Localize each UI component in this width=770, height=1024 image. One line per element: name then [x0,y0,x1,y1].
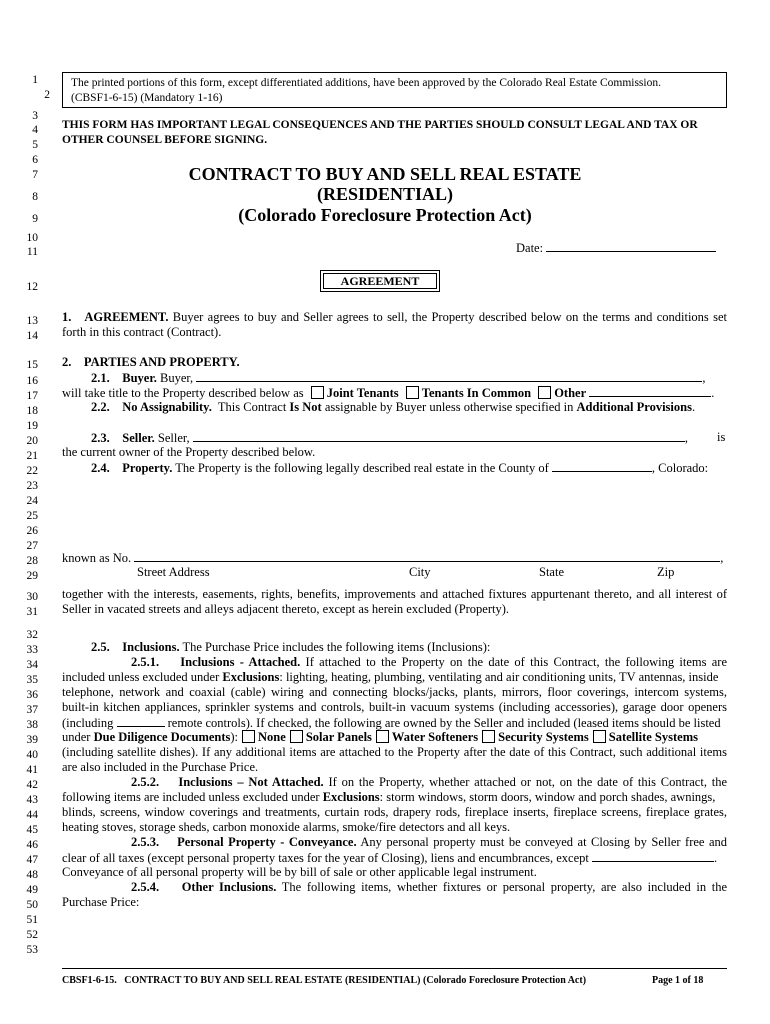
s254-line-2 [62,895,139,910]
s251-line-4: built-in kitchen appliances, sprinkler systems and controls, built-in vacuum systems (including accessories), garage door openers [62,700,727,714]
line-number: 34 [26,659,38,671]
line-number: 8 [32,191,38,203]
line-number: 17 [26,390,38,402]
other-blank[interactable] [589,385,711,397]
assignability-line: 2.2. No Assignability. This Contract Is Not assignable by Buyer unless otherwise specified in Additional Provisions. [91,400,696,414]
s252-line-2 [62,790,715,805]
county-blank[interactable] [552,460,652,472]
together-line-2: Seller in vacated streets and alleys adjacent thereto, except as herein excluded (Property). [62,602,510,616]
s253-heading: Personal Property - Conveyance. [177,835,357,849]
section-2-heading: 2. PARTIES AND PROPERTY. [62,355,240,369]
line-number: 9 [32,213,38,225]
s252-line-3: blinds, screens, window coverings and treatments, curtain rods, drapery rods, fireplace inserts, fireplace screens, fireplace grates, [62,805,727,819]
section-1-heading: AGREEMENT. [84,310,169,324]
s251-text-2a: included unless excluded under [62,670,220,684]
s252-heading: Inclusions – Not Attached. [178,775,324,789]
buyer-label: Buyer, [160,371,194,385]
s254-number: 2.5.4. [131,880,160,894]
line-number: 41 [26,764,38,776]
seller-name-blank[interactable] [193,430,685,442]
warning-line-2: OTHER COUNSEL BEFORE SIGNING. [62,134,268,146]
line-number: 44 [26,809,38,821]
water-softeners-label: Water Softeners [391,730,479,744]
line-number: 22 [26,465,38,477]
line-number: 16 [26,375,38,387]
s22-text-1: This Contract [217,400,287,414]
security-systems-checkbox[interactable] [482,730,495,743]
s252-line-1 [131,775,727,790]
security-systems-label: Security Systems [498,730,589,744]
s24-heading: Property. [122,461,173,475]
seller-is: is [717,430,726,444]
date-blank[interactable] [546,240,716,252]
address-blank[interactable] [134,550,720,562]
line-number: 18 [26,405,38,417]
title-line-1: CONTRACT TO BUY AND SELL REAL ESTATE [188,164,582,184]
s21-heading: Buyer. [122,371,157,385]
line-number: 21 [26,450,38,462]
agreement-heading: AGREEMENT [323,273,437,289]
s254-line-1 [131,880,727,895]
s251-number: 2.5.1. [131,655,160,669]
title-type-line: will take title to the Property described below as Joint Tenants Tenants In Common Other . [62,386,715,400]
line-number: 2 [44,89,50,101]
line-number: 11 [26,246,38,258]
s252-text-2b: : storm windows, storm doors, window and porch shades, awnings, [379,790,716,804]
s254-heading: Other Inclusions. [181,880,277,894]
state-label: State [539,565,564,579]
solar-panels-label: Solar Panels [305,730,372,744]
seller-label: Seller, [157,431,190,445]
section-1-text-2: forth in this contract (Contract). [62,325,222,339]
s22-is-not: Is Not [289,400,322,414]
line-number: 45 [26,824,38,836]
s251-line-6: under Due Diligence Documents): None Solar Panels Water Softeners Security Systems Satellite Systems [62,730,698,744]
s251-text-5a: (including [62,716,114,730]
notice-line-2: (CBSF1-6-15) (Mandatory 1-16) [71,92,223,104]
line-number: 1 [32,74,38,86]
line-number: 46 [26,839,38,851]
known-as-label: known as No. [62,551,132,565]
line-number: 19 [26,420,38,432]
line-number: 26 [26,525,38,537]
s252-number: 2.5.2. [131,775,160,789]
line-number: 23 [26,480,38,492]
section-1-text-1: Buyer agrees to buy and Seller agrees to sell, the Property described below on the terms and conditions set [172,310,727,324]
s251-exclusions: Exclusions [222,670,280,684]
line-number: 37 [26,704,38,716]
line-number: 51 [26,914,38,926]
line-number: 49 [26,884,38,896]
line-number: 48 [26,869,38,881]
line-number: 27 [26,540,38,552]
joint-tenants-checkbox[interactable] [311,386,324,399]
title-line-3: (Colorado Foreclosure Protection Act) [238,205,532,225]
property-text: The Property is the following legally described real estate in the County of [175,461,549,475]
line-number: 39 [26,734,38,746]
s253-line-2: clear of all taxes (except personal property taxes for the year of Closing), liens and encumbrances, except . [62,851,718,865]
s21-number: 2.1. [91,371,110,385]
line-number: 14 [26,330,38,342]
notice-line-1: The printed portions of this form, except differentiated additions, have been approved by the Colorado Real Estate Commission. [71,77,661,89]
s252-text-2a: following items are included unless excluded under [62,790,320,804]
line-number: 29 [26,570,38,582]
city-label: City [409,565,431,579]
seller-line: 2.3. Seller. Seller, , [91,431,688,445]
s22-additional-provisions: Additional Provisions [576,400,692,414]
encumbrances-except-blank[interactable] [592,850,714,862]
title-type-label: will take title to the Property described below as [62,386,304,400]
line-number: 33 [26,644,38,656]
line-number: 38 [26,719,38,731]
s251-text-6a: under [62,730,91,744]
other-checkbox[interactable] [538,386,551,399]
seller-owner-text: the current owner of the Property described below. [62,445,316,459]
line-number: 24 [26,495,38,507]
together-line-1: together with the interests, easements, rights, benefits, improvements and attached fixtures appurtenant thereto, and all interest of [62,587,727,601]
s22-heading: No Assignability. [122,400,212,414]
warning-line-1: THIS FORM HAS IMPORTANT LEGAL CONSEQUENCES AND THE PARTIES SHOULD CONSULT LEGAL AND TAX OR [62,119,698,131]
s23-heading: Seller. [122,431,155,445]
s253-text-2: clear of all taxes (except personal property taxes for the year of Closing), liens and encumbrances, except [62,851,589,865]
s25-number: 2.5. [91,640,110,654]
s251-line-1 [131,655,727,670]
agreement-heading-box [320,270,440,292]
line-number: 28 [26,555,38,567]
s252-text-1: If on the Property, whether attached or not, on the date of this Contract, the [328,775,728,789]
line-number: 6 [32,154,38,166]
s25-heading: Inclusions. [122,640,180,654]
s253-line-1 [131,835,727,850]
line-number: 10 [26,232,38,244]
line-number: 32 [26,629,38,641]
commission-notice-box [62,72,727,108]
line-number: 15 [26,359,38,371]
known-as-line: known as No. , [62,551,724,565]
line-number: 25 [26,510,38,522]
s251-heading: Inclusions - Attached. [180,655,301,669]
remote-count-blank[interactable] [117,715,165,727]
s22-text-2: assignable by Buyer unless otherwise specified in [324,400,574,414]
solar-panels-checkbox[interactable] [290,730,303,743]
line-number: 36 [26,689,38,701]
s252-exclusions: Exclusions [322,790,380,804]
footer-rule [62,968,727,969]
s23-number: 2.3. [91,431,110,445]
date-field[interactable] [516,240,716,256]
joint-tenants-label: Joint Tenants [326,386,399,400]
property-colorado: , Colorado: [651,461,709,475]
property-line [91,460,708,476]
s251-line-8: are also included in the Purchase Price. [62,760,259,774]
s251-line-3: telephone, network and coaxial (cable) wiring and connecting blocks/jacks, plants, mirrors, floor coverings, intercom systems, [62,685,727,699]
line-number: 50 [26,899,38,911]
buyer-line: 2.1. Buyer. Buyer, , [91,371,706,385]
s254-text-1: The following items, whether fixtures or personal property, are also included in the [281,880,727,894]
other-label: Other [554,386,587,400]
s25-text: The Purchase Price includes the following items (Inclusions): [182,640,491,654]
footer-form-title: CBSF1-6-15. CONTRACT TO BUY AND SELL REAL ESTATE (RESIDENTIAL) (Colorado Foreclosure Protection Act) [62,975,587,986]
s251-text-5b: remote controls). If checked, the following are owned by the Seller and included (leased items should be listed [167,716,721,730]
s251-text-1: If attached to the Property on the date of this Contract, the following items are [305,655,728,669]
s22-number: 2.2. [91,400,110,414]
tenants-in-common-label: Tenants In Common [421,386,532,400]
line-number: 31 [26,606,38,618]
tenants-in-common-checkbox[interactable] [406,386,419,399]
section-1-line-1 [62,310,727,325]
street-address-label: Street Address [137,565,210,579]
date-label: Date: [516,241,544,255]
line-number: 47 [26,854,38,866]
water-softeners-checkbox[interactable] [376,730,389,743]
line-number: 53 [26,944,38,956]
line-number: 40 [26,749,38,761]
line-number: 52 [26,929,38,941]
none-label: None [258,730,286,744]
line-number: 5 [32,139,38,151]
zip-label: Zip [657,565,675,579]
s251-line-2 [62,670,718,685]
section-1-number: 1. [62,310,72,324]
buyer-name-blank[interactable] [196,370,702,382]
line-number: 7 [32,169,38,181]
none-checkbox[interactable] [242,730,255,743]
line-number: 3 [32,110,38,122]
line-number: 20 [26,435,38,447]
s252-line-4: heating stoves, storage sheds, carbon monoxide alarms, smoke/fire detectors and all keys. [62,820,511,834]
inclusions-line [91,640,490,655]
line-number: 12 [26,281,38,293]
satellite-systems-checkbox[interactable] [593,730,606,743]
line-number: 30 [26,591,38,603]
s253-line-3: Conveyance of all personal property will be by bill of sale or other applicable legal instrument. [62,865,537,879]
line-number: 35 [26,674,38,686]
title-line-2: (RESIDENTIAL) [316,184,454,204]
line-number: 43 [26,794,38,806]
line-number: 4 [32,124,38,136]
s253-number: 2.5.3. [131,835,160,849]
s253-text-1: Any personal property must be conveyed at Closing by Seller free and [360,835,727,849]
due-diligence-label: Due Diligence Documents [93,730,231,744]
satellite-systems-label: Satellite Systems [608,730,698,744]
s251-line-7: (including satellite dishes). If any additional items are attached to the Property after the date of this Contract, such additional items [62,745,727,759]
s254-text-2: Purchase Price: [62,895,140,909]
line-number: 13 [26,315,38,327]
s251-line-5 [62,715,721,731]
line-number: 42 [26,779,38,791]
s24-number: 2.4. [91,461,110,475]
s251-text-2b: : lighting, heating, plumbing, ventilating and air conditioning units, TV antennas, inside [279,670,719,684]
footer-page-number: Page 1 of 18 [652,975,704,986]
